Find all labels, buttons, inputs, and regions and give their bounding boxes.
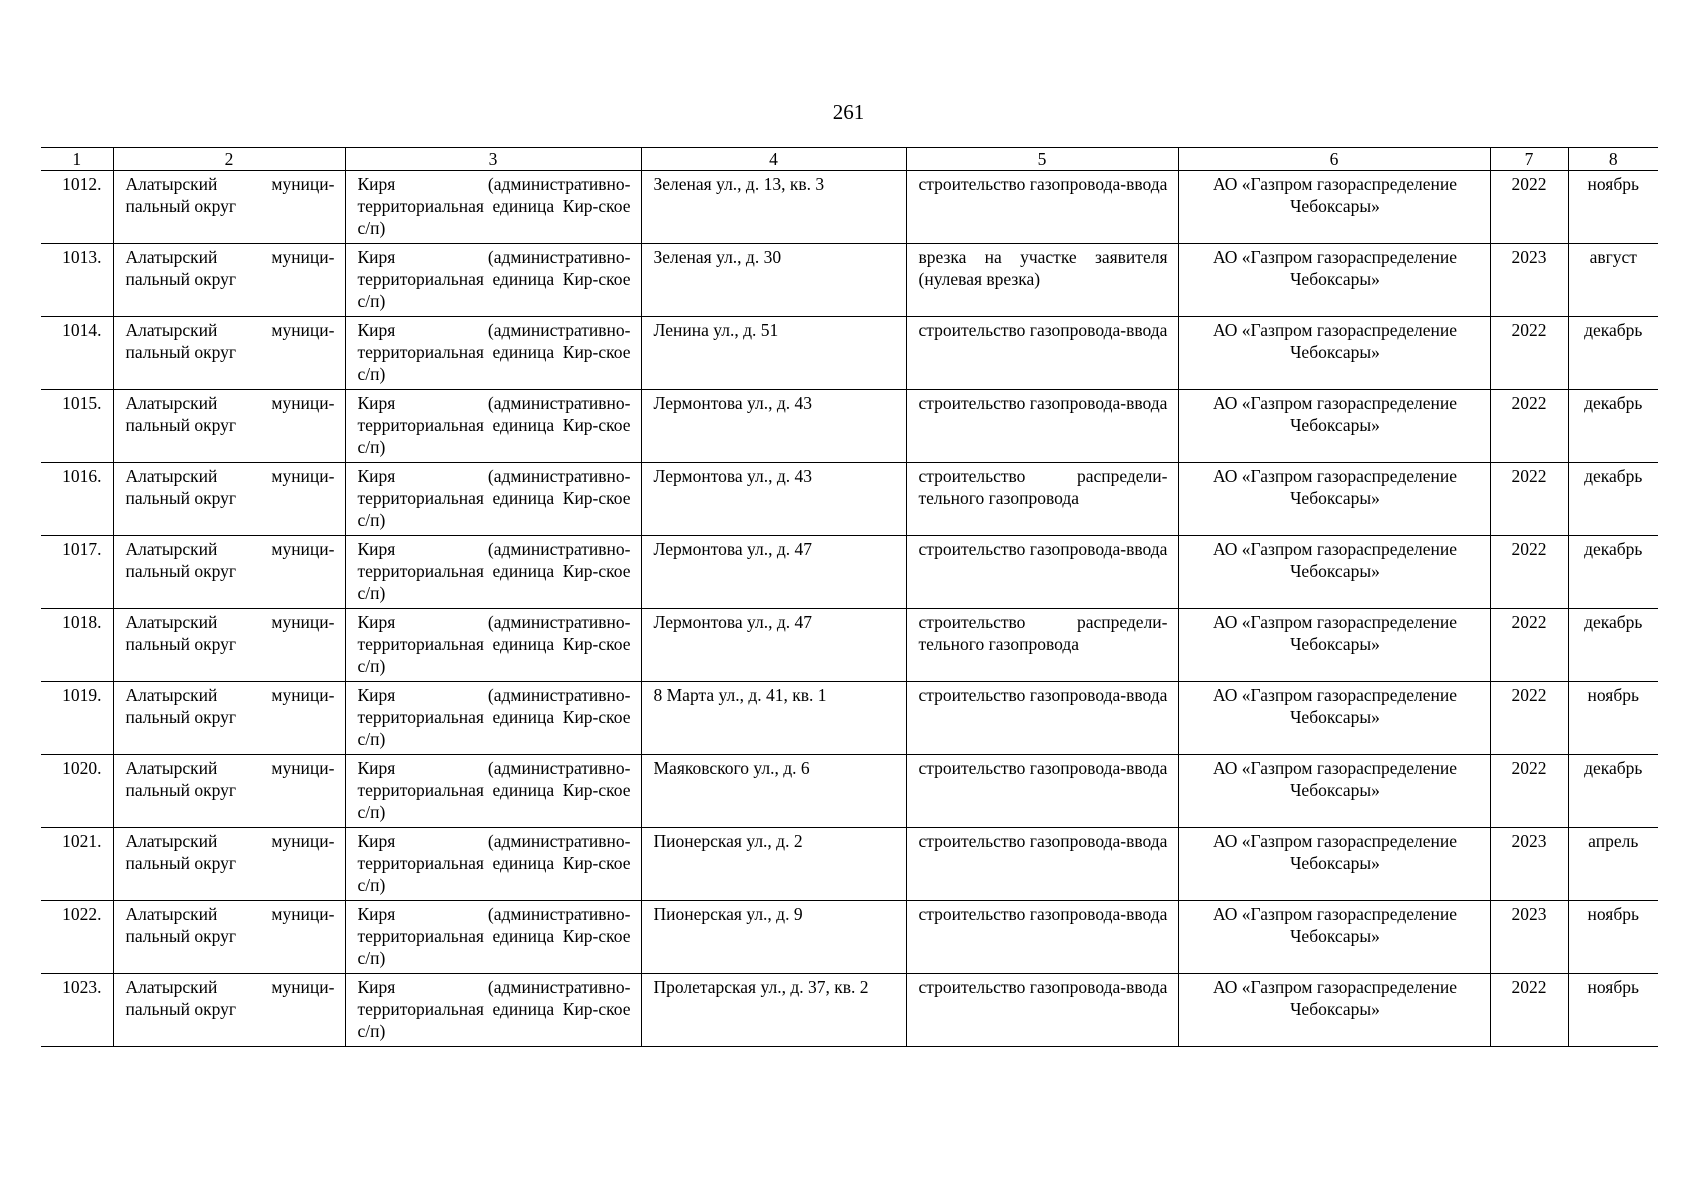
table-row [41,463,1658,536]
work-type-cell [906,244,1178,317]
work-type-cell-text: строительство распредели-тельного газопровода [918,612,1168,654]
address-cell-text: Зеленая ул., д. 13, кв. 3 [653,174,825,194]
column-number-row [41,148,1658,171]
table-row [41,901,1658,974]
work-type-cell [906,974,1178,1047]
organization-cell [1178,171,1490,244]
month-cell: декабрь [1568,755,1658,828]
address-cell [641,244,906,317]
organization-cell [1178,682,1490,755]
address-cell [641,828,906,901]
organization-cell-text: АО «Газпром газораспределение Чебоксары» [1213,393,1457,435]
month-cell: декабрь [1568,390,1658,463]
address-cell-text: Лермонтова ул., д. 47 [653,612,813,632]
locality-cell [345,536,641,609]
district-cell-text: Алатырский муници-пальный округ [125,320,335,362]
district-cell [113,755,345,828]
organization-cell [1178,463,1490,536]
address-cell [641,317,906,390]
locality-cell-text: Киря (административно-территориальная единица Кир-ское с/п) [357,904,631,968]
table-row [41,974,1658,1047]
year-cell: 2022 [1490,755,1568,828]
district-cell [113,974,345,1047]
work-type-cell [906,390,1178,463]
district-cell [113,682,345,755]
year-cell: 2022 [1490,317,1568,390]
locality-cell [345,244,641,317]
organization-cell-text: АО «Газпром газораспределение Чебоксары» [1213,539,1457,581]
address-cell [641,463,906,536]
row-number-cell: 1015. [41,390,113,463]
work-type-cell-text: строительство газопровода-ввода [918,320,1168,340]
district-cell-text: Алатырский муници-пальный округ [125,685,335,727]
work-type-cell [906,317,1178,390]
address-cell [641,390,906,463]
row-number-cell: 1014. [41,317,113,390]
locality-cell-text: Киря (административно-территориальная единица Кир-ское с/п) [357,612,631,676]
row-number-cell: 1023. [41,974,113,1047]
address-cell [641,536,906,609]
district-cell-text: Алатырский муници-пальный округ [125,977,335,1019]
month-cell: ноябрь [1568,901,1658,974]
address-cell [641,901,906,974]
work-type-cell-text: строительство газопровода-ввода [918,758,1168,778]
work-type-cell [906,463,1178,536]
organization-cell-text: АО «Газпром газораспределение Чебоксары» [1213,831,1457,873]
district-cell [113,536,345,609]
district-cell [113,171,345,244]
table-row [41,536,1658,609]
district-cell-text: Алатырский муници-пальный округ [125,758,335,800]
work-type-cell-text: врезка на участке заявителя (нулевая врезка) [918,247,1168,289]
work-type-cell [906,755,1178,828]
organization-cell-text: АО «Газпром газораспределение Чебоксары» [1213,466,1457,508]
locality-cell-text: Киря (административно-территориальная единица Кир-ское с/п) [357,247,631,311]
district-cell [113,390,345,463]
year-cell: 2023 [1490,244,1568,317]
row-number-cell: 1017. [41,536,113,609]
address-cell-text: Пролетарская ул., д. 37, кв. 2 [653,977,869,997]
locality-cell [345,317,641,390]
district-cell [113,828,345,901]
locality-cell-text: Киря (административно-территориальная единица Кир-ское с/п) [357,174,631,238]
organization-cell [1178,609,1490,682]
address-cell-text: Ленина ул., д. 51 [653,320,779,340]
row-number-cell: 1022. [41,901,113,974]
year-cell: 2022 [1490,609,1568,682]
work-type-cell-text: строительство распредели-тельного газопровода [918,466,1168,508]
year-cell: 2022 [1490,682,1568,755]
organization-cell-text: АО «Газпром газораспределение Чебоксары» [1213,174,1457,216]
year-cell: 2022 [1490,171,1568,244]
month-cell: ноябрь [1568,974,1658,1047]
locality-cell-text: Киря (административно-территориальная единица Кир-ское с/п) [357,320,631,384]
table-row [41,244,1658,317]
column-header: 7 [1490,148,1568,171]
table-row [41,755,1658,828]
column-header: 5 [906,148,1178,171]
district-cell [113,317,345,390]
district-cell-text: Алатырский муници-пальный округ [125,904,335,946]
table-row [41,609,1658,682]
locality-cell [345,463,641,536]
row-number-cell: 1013. [41,244,113,317]
column-header: 4 [641,148,906,171]
table-row [41,682,1658,755]
work-type-cell-text: строительство газопровода-ввода [918,977,1168,997]
year-cell: 2023 [1490,828,1568,901]
district-cell-text: Алатырский муници-пальный округ [125,466,335,508]
locality-cell-text: Киря (административно-территориальная единица Кир-ское с/п) [357,758,631,822]
work-type-cell [906,828,1178,901]
month-cell: ноябрь [1568,171,1658,244]
district-cell-text: Алатырский муници-пальный округ [125,174,335,216]
year-cell: 2022 [1490,974,1568,1047]
work-type-cell-text: строительство газопровода-ввода [918,831,1168,851]
year-cell: 2023 [1490,901,1568,974]
table-row [41,390,1658,463]
work-type-cell [906,609,1178,682]
locality-cell [345,828,641,901]
locality-cell-text: Киря (административно-территориальная единица Кир-ское с/п) [357,977,631,1041]
year-cell: 2022 [1490,463,1568,536]
organization-cell [1178,317,1490,390]
page-number: 261 [832,100,865,124]
district-cell [113,901,345,974]
locality-cell [345,171,641,244]
month-cell: декабрь [1568,536,1658,609]
work-type-cell [906,536,1178,609]
organization-cell [1178,390,1490,463]
row-number-cell: 1018. [41,609,113,682]
address-cell [641,609,906,682]
month-cell: декабрь [1568,317,1658,390]
address-cell [641,974,906,1047]
month-cell: декабрь [1568,463,1658,536]
row-number-cell: 1012. [41,171,113,244]
work-type-cell-text: строительство газопровода-ввода [918,685,1168,705]
column-header: 3 [345,148,641,171]
table-body [41,171,1658,1047]
address-cell-text: Маяковского ул., д. 6 [653,758,810,778]
address-cell [641,682,906,755]
district-cell-text: Алатырский муници-пальный округ [125,612,335,654]
column-header: 6 [1178,148,1490,171]
district-cell [113,609,345,682]
row-number-cell: 1019. [41,682,113,755]
district-cell-text: Алатырский муници-пальный округ [125,393,335,435]
address-cell-text: Лермонтова ул., д. 43 [653,466,813,486]
address-cell-text: Зеленая ул., д. 30 [653,247,782,267]
locality-cell [345,390,641,463]
work-type-cell [906,171,1178,244]
organization-cell-text: АО «Газпром газораспределение Чебоксары» [1213,612,1457,654]
district-cell [113,244,345,317]
work-type-cell-text: строительство газопровода-ввода [918,174,1168,194]
address-cell-text: 8 Марта ул., д. 41, кв. 1 [653,685,827,705]
month-cell: ноябрь [1568,682,1658,755]
address-cell-text: Пионерская ул., д. 2 [653,831,803,851]
work-type-cell-text: строительство газопровода-ввода [918,393,1168,413]
locality-cell [345,901,641,974]
locality-cell-text: Киря (административно-территориальная единица Кир-ское с/п) [357,831,631,895]
district-cell-text: Алатырский муници-пальный округ [125,247,335,289]
address-cell [641,171,906,244]
address-cell [641,755,906,828]
organization-cell-text: АО «Газпром газораспределение Чебоксары» [1213,320,1457,362]
month-cell: декабрь [1568,609,1658,682]
address-cell-text: Лермонтова ул., д. 47 [653,539,813,559]
month-cell: апрель [1568,828,1658,901]
month-cell: август [1568,244,1658,317]
column-header: 1 [41,148,113,171]
address-cell-text: Пионерская ул., д. 9 [653,904,803,924]
row-number-cell: 1016. [41,463,113,536]
work-type-cell [906,682,1178,755]
work-type-cell-text: строительство газопровода-ввода [918,904,1168,924]
locality-cell-text: Киря (административно-территориальная единица Кир-ское с/п) [357,685,631,749]
organization-cell-text: АО «Газпром газораспределение Чебоксары» [1213,904,1457,946]
table-row [41,171,1658,244]
organization-cell-text: АО «Газпром газораспределение Чебоксары» [1213,247,1457,289]
year-cell: 2022 [1490,536,1568,609]
organization-cell-text: АО «Газпром газораспределение Чебоксары» [1213,977,1457,1019]
column-header: 2 [113,148,345,171]
locality-cell [345,974,641,1047]
organization-cell-text: АО «Газпром газораспределение Чебоксары» [1213,758,1457,800]
locality-cell-text: Киря (административно-территориальная единица Кир-ское с/п) [357,393,631,457]
table-row [41,317,1658,390]
work-type-cell [906,901,1178,974]
work-type-cell-text: строительство газопровода-ввода [918,539,1168,559]
organization-cell [1178,536,1490,609]
organization-cell [1178,755,1490,828]
row-number-cell: 1020. [41,755,113,828]
table-row [41,828,1658,901]
address-cell-text: Лермонтова ул., д. 43 [653,393,813,413]
organization-cell-text: АО «Газпром газораспределение Чебоксары» [1213,685,1457,727]
organization-cell [1178,974,1490,1047]
district-cell-text: Алатырский муници-пальный округ [125,831,335,873]
district-cell-text: Алатырский муници-пальный округ [125,539,335,581]
registry-table [41,147,1658,1047]
column-header: 8 [1568,148,1658,171]
locality-cell-text: Киря (административно-территориальная единица Кир-ское с/п) [357,539,631,603]
locality-cell [345,682,641,755]
organization-cell [1178,244,1490,317]
organization-cell [1178,828,1490,901]
locality-cell [345,755,641,828]
district-cell [113,463,345,536]
locality-cell-text: Киря (административно-территориальная единица Кир-ское с/п) [357,466,631,530]
row-number-cell: 1021. [41,828,113,901]
year-cell: 2022 [1490,390,1568,463]
locality-cell [345,609,641,682]
organization-cell [1178,901,1490,974]
